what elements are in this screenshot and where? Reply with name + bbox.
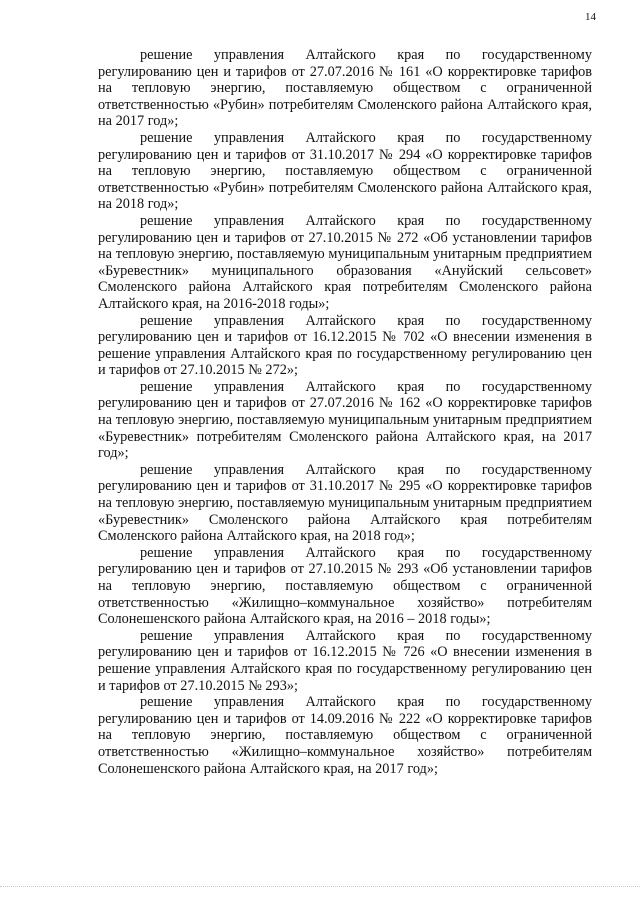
paragraph-7: решение управления Алтайского края по государственному регулированию цен и тарифов от 27.10.2015 № 293 «Об установлении тарифов на тепловую энергию, поставляемую обществом с ограниченной ответственностью «Жилищно–коммунальное хозяйство» потребителям Солонешенского района Алтайского края, на 2016 – 2018 годы»; bbox=[98, 544, 592, 628]
paragraph-9: решение управления Алтайского края по государственному регулированию цен и тарифов от 14.09.2016 № 222 «О корректировке тарифов на тепловую энергию, поставляемую обществом с ограниченной ответственностью «Жилищно–коммунальное хозяйство» потребителям Солонешенского района Алтайского края, на 2017 год»; bbox=[98, 694, 592, 777]
page-number: 14 bbox=[585, 11, 596, 23]
paragraph-3: решение управления Алтайского края по государственному регулированию цен и тарифов от 27.10.2015 № 272 «Об установлении тарифов на тепловую энергию, поставляемую муниципальным унитарным предприятием «Буревестник» муниципального образования «Ануйский сельсовет» Смоленского района Алтайского края потребителям Смоленского района Алтайского края, на 2016-2018 годы»; bbox=[98, 212, 592, 312]
paragraph-1: решение управления Алтайского края по государственному регулированию цен и тарифов от 27.07.2016 № 161 «О корректировке тарифов на тепловую энергию, поставляемую обществом с ограниченной ответственностью «Рубин» потребителям Смоленского района Алтайского края, на 2017 год»; bbox=[98, 47, 592, 130]
paragraph-4: решение управления Алтайского края по государственному регулированию цен и тарифов от 16.12.2015 № 702 «О внесении изменения в решение управления Алтайского края по государственному регулированию цен и тарифов от 27.10.2015 № 272»; bbox=[98, 312, 592, 379]
bottom-divider bbox=[0, 886, 640, 887]
paragraph-2: решение управления Алтайского края по государственному регулированию цен и тарифов от 31.10.2017 № 294 «О корректировке тарифов на тепловую энергию, поставляемую обществом с ограниченной ответственностью «Рубин» потребителям Смоленского района Алтайского края, на 2018 год»; bbox=[98, 129, 592, 213]
paragraph-5: решение управления Алтайского края по государственному регулированию цен и тарифов от 27.07.2016 № 162 «О корректировке тарифов на тепловую энергию, поставляемую муниципальным унитарным предприятием «Буревестник» потребителям Смоленского района Алтайского края, на 2017 год»; bbox=[98, 378, 592, 462]
paragraph-6: решение управления Алтайского края по государственному регулированию цен и тарифов от 31.10.2017 № 295 «О корректировке тарифов на тепловую энергию, поставляемую муниципальным унитарным предприятием «Буревестник» Смоленского района Алтайского края потребителям Смоленского района Алтайского края, на 2018 год»; bbox=[98, 461, 592, 545]
paragraph-8: решение управления Алтайского края по государственному регулированию цен и тарифов от 16.12.2015 № 726 «О внесении изменения в решение управления Алтайского края по государственному регулированию цен и тарифов от 27.10.2015 № 293»; bbox=[98, 627, 592, 694]
document-body bbox=[98, 47, 592, 777]
